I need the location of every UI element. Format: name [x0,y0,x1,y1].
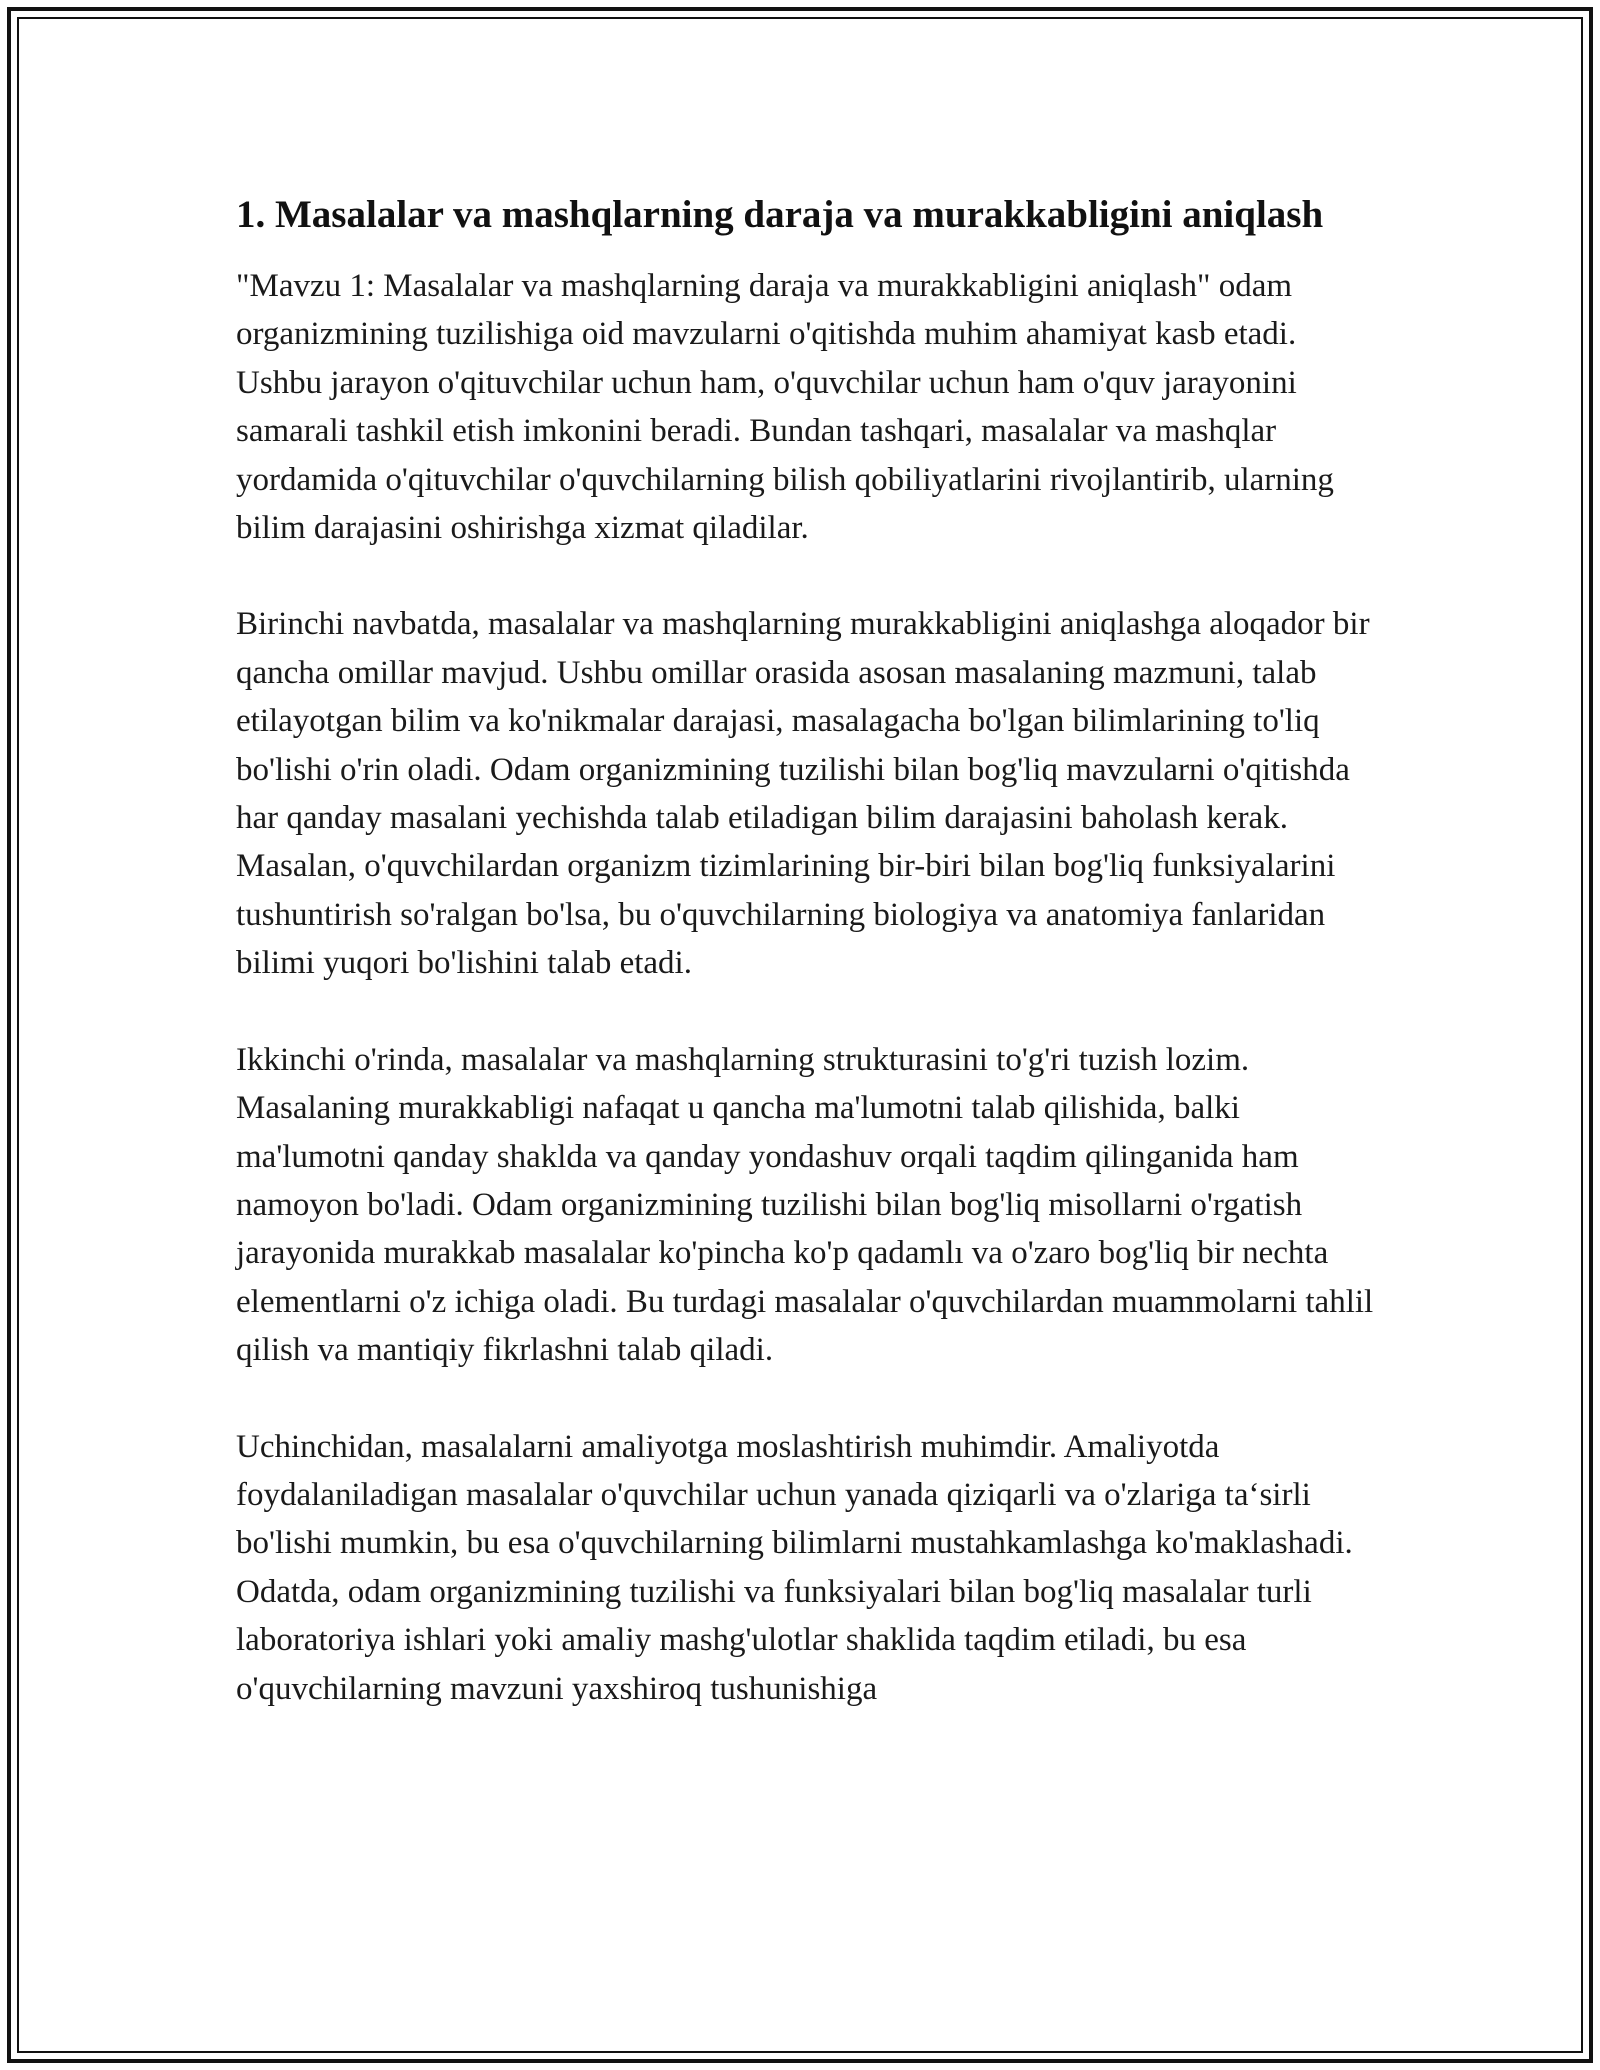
paragraph-first-factor: Birinchi navbatda, masalalar va mashqlarning murakkabligini aniqlashga aloqador bir qancha omillar mavjud. Ushbu omillar orasida asosan masalaning mazmuni, talab etilayotgan bilim va ko'nikmalar darajasi, masalagacha bo'lgan bilimlarining to'liq bo'lishi o'rin oladi. Odam organizmining tuzilishi bilan bog'liq mavzularni o'qitishda har qanday masalani yechishda talab etiladigan bilim darajasini baholash kerak. Masalan, o'quvchilardan organizm tizimlarining bir-biri bilan bog'liq funksiyalarini tushuntirish so'ralgan bo'lsa, bu o'quvchilarning biologiya va anatomiya fanlaridan bilimi yuqori bo'lishini talab etadi. [236,606,1370,982]
document-body [236,188,1374,1761]
section-heading: 1. Masalalar va mashqlarning daraja va murakkabligini aniqlash [236,193,1324,236]
paragraph-second-factor: Ikkinchi o'rinda, masalalar va mashqlarning strukturasini to'g'ri tuzish lozim. Masalaning murakkabligi nafaqat u qancha ma'lumotni talab qilishida, balki ma'lumotni qanday shaklda va qanday yondashuv orqali taqdim qilinganida ham namoyon bo'ladi. Odam organizmining tuzilishi bilan bog'liq misollarni o'rgatish jarayonida murakkab masalalar ko'pincha ko'p qadamlı va o'zaro bog'liq bir nechta elementlarni o'z ichiga oladi. Bu turdagi masalalar o'quvchilardan muammolarni tahlil qilish va mantiqiy fikrlashni talab qiladi. [236,1041,1374,1369]
paragraph-third-factor: Uchinchidan, masalalarni amaliyotga moslashtirish muhimdir. Amaliyotda foydalaniladigan masalalar o'quvchilar uchun yanada qiziqarli va o'zlariga ta‘sirli bo'lishi mumkin, bu esa o'quvchilarning bilimlarni mustahkamlashga ko'maklashadi. Odatda, odam organizmining tuzilishi va funksiyalari bilan bog'liq masalalar turli laboratoriya ishlari yoki amaliy mashg'ulotlar shaklida taqdim etiladi, bu esa o'quvchilarning mavzuni yaxshiroq tushunishiga [236,1428,1353,1707]
paragraph-intro: "Mavzu 1: Masalalar va mashqlarning daraja va murakkabligini aniqlash" odam organizmining tuzilishiga oid mavzularni o'qitishda muhim ahamiyat kasb etadi. Ushbu jarayon o'qituvchilar uchun ham, o'quvchilar uchun ham o'quv jarayonini samarali tashkil etish imkonini beradi. Bundan tashqari, masalalar va mashqlar yordamida o'qituvchilar o'quvchilarning bilish qobiliyatlarini rivojlantirib, ularning bilim darajasini oshirishga xizmat qiladilar. [236,268,1334,547]
